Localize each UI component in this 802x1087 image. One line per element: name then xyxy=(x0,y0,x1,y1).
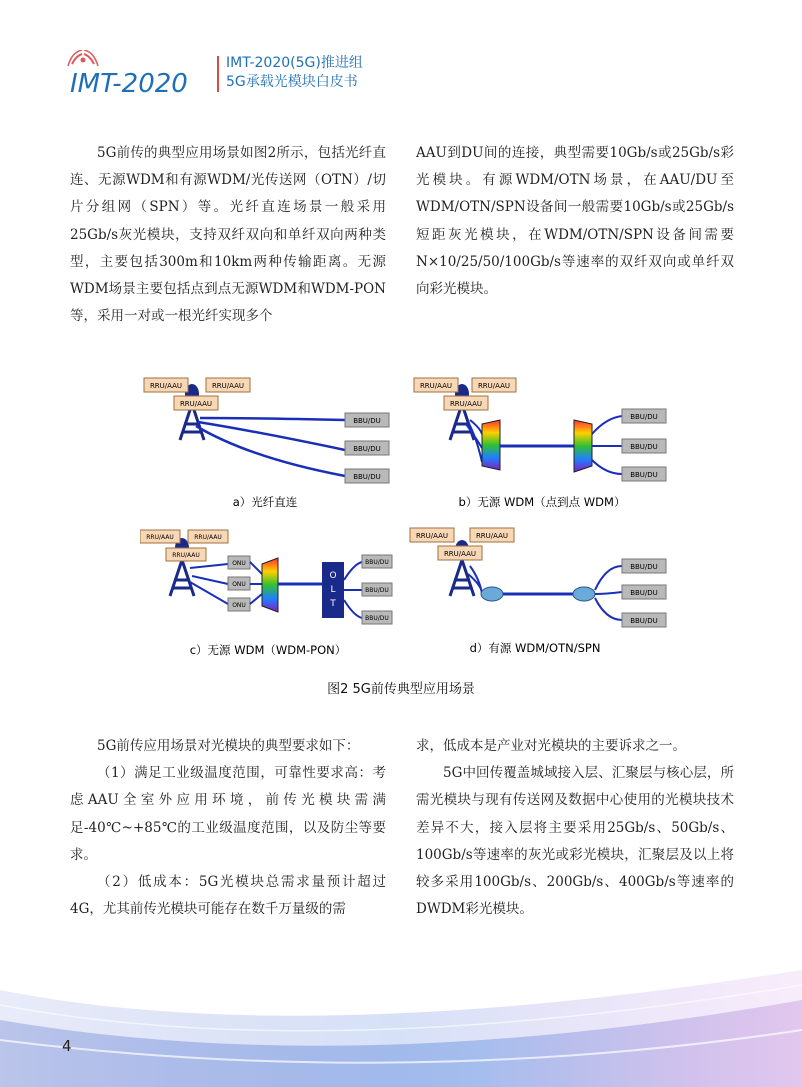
caption-a: a）光纤直连 xyxy=(232,495,298,509)
paragraph: 5G前传的典型应用场景如图2所示，包括光纤直连、无源WDM和有源WDM/光传送网（OTN）/切片分组网（SPN）等。光纤直连场景一般采用25Gb/s灰光模块，支持双纤双向和单纤双向两种类型，主要包括300m和10km两种传输距离。无源WDM场景主要包括点到点无源WDM和WDM-PON等，采用一对或一根光纤实现多个 xyxy=(70,145,386,325)
decorative-wave-art xyxy=(0,930,802,1087)
onu-label: ONU xyxy=(232,581,246,588)
imt2020-logo xyxy=(66,50,212,98)
bbu-label: BBU/DU xyxy=(630,589,658,597)
bbu-label: BBU/DU xyxy=(353,417,381,425)
logo-text: IMT-2020 xyxy=(70,69,188,98)
bbu-label: BBU/DU xyxy=(630,471,658,479)
bbu-label: BBU/DU xyxy=(630,563,658,571)
header-separator xyxy=(217,56,219,92)
rru-label: RRU/AAU xyxy=(419,382,453,390)
svg-text:O: O xyxy=(329,571,337,581)
paragraph: 求，低成本是产业对光模块的主要诉求之一。 xyxy=(416,738,686,754)
rru-label: RRU/AAU xyxy=(475,532,509,540)
body-right-top xyxy=(416,140,734,303)
onu-label: ONU xyxy=(232,602,246,609)
onu-label: ONU xyxy=(232,560,246,567)
bbu-label: BBU/DU xyxy=(353,473,381,481)
header-line2: 5G承载光模块白皮书 xyxy=(226,74,358,90)
rru-label: RRU/AAU xyxy=(172,552,200,559)
bbu-label: BBU/DU xyxy=(630,443,658,451)
figure-5g-fronthaul xyxy=(140,368,680,668)
rru-label: RRU/AAU xyxy=(146,534,174,541)
header-line1: IMT-2020(5G)推进组 xyxy=(226,55,363,71)
bbu-label: BBU/DU xyxy=(353,445,381,453)
rru-label: RRU/AAU xyxy=(149,382,183,390)
body-left-top xyxy=(70,140,386,330)
bbu-label: BBU/DU xyxy=(365,559,389,566)
body-left-bottom xyxy=(70,733,386,923)
bbu-label: BBU/DU xyxy=(630,413,658,421)
panel-c xyxy=(140,530,392,657)
caption-c: c）无源 WDM（WDM-PON） xyxy=(189,643,347,657)
paragraph: 5G前传应用场景对光模块的典型要求如下： xyxy=(97,738,360,754)
paragraph: （2）低成本：5G光模块总需求量预计超过4G，尤其前传光模块可能存在数千万量级的需 xyxy=(70,874,386,918)
header-title xyxy=(226,54,363,92)
rru-label: RRU/AAU xyxy=(415,532,449,540)
caption-b: b）无源 WDM（点到点 WDM） xyxy=(458,495,626,509)
bbu-label: BBU/DU xyxy=(630,617,658,625)
bbu-label: BBU/DU xyxy=(365,615,389,622)
svg-text:L: L xyxy=(330,585,336,595)
paragraph: 5G中回传覆盖城域接入层、汇聚层与核心层，所需光模块与现有传送网及数据中心使用的光模块技术差异不大，接入层将主要采用25Gb/s、50Gb/s、100Gb/s等速率的灰光或彩光模块，汇聚层及以上将较多采用100Gb/s、200Gb/s、400Gb/s等速率的DWDM彩光模块。 xyxy=(416,765,734,918)
rru-label: RRU/AAU xyxy=(477,382,511,390)
panel-b xyxy=(414,378,666,509)
bbu-label: BBU/DU xyxy=(365,587,389,594)
rru-label: RRU/AAU xyxy=(449,400,483,408)
svg-text:T: T xyxy=(330,599,336,609)
caption-d: d）有源 WDM/OTN/SPN xyxy=(469,641,601,655)
rru-label: RRU/AAU xyxy=(179,400,213,408)
figure-title: 图2 5G前传典型应用场景 xyxy=(327,682,475,697)
panel-a xyxy=(144,378,389,509)
paragraph: （1）满足工业级温度范围，可靠性要求高：考虑AAU全室外应用环境，前传光模块需满足-40℃~+85℃的工业级温度范围，以及防尘等要求。 xyxy=(70,765,386,863)
body-right-bottom xyxy=(416,733,734,923)
paragraph: AAU到DU间的连接，典型需要10Gb/s或25Gb/s彩光模块。有源WDM/OTN场景，在AAU/DU至WDM/OTN/SPN设备间一般需要10Gb/s或25Gb/s短距灰光模块，在WDM/OTN/SPN设备间需要N×10/25/50/100Gb/s等速率的双纤双向或单纤双向彩光模块。 xyxy=(416,145,734,298)
rru-label: RRU/AAU xyxy=(443,550,477,558)
page-number: 4 xyxy=(62,1037,72,1055)
panel-d xyxy=(410,528,666,655)
rru-label: RRU/AAU xyxy=(211,382,245,390)
rru-label: RRU/AAU xyxy=(194,534,222,541)
